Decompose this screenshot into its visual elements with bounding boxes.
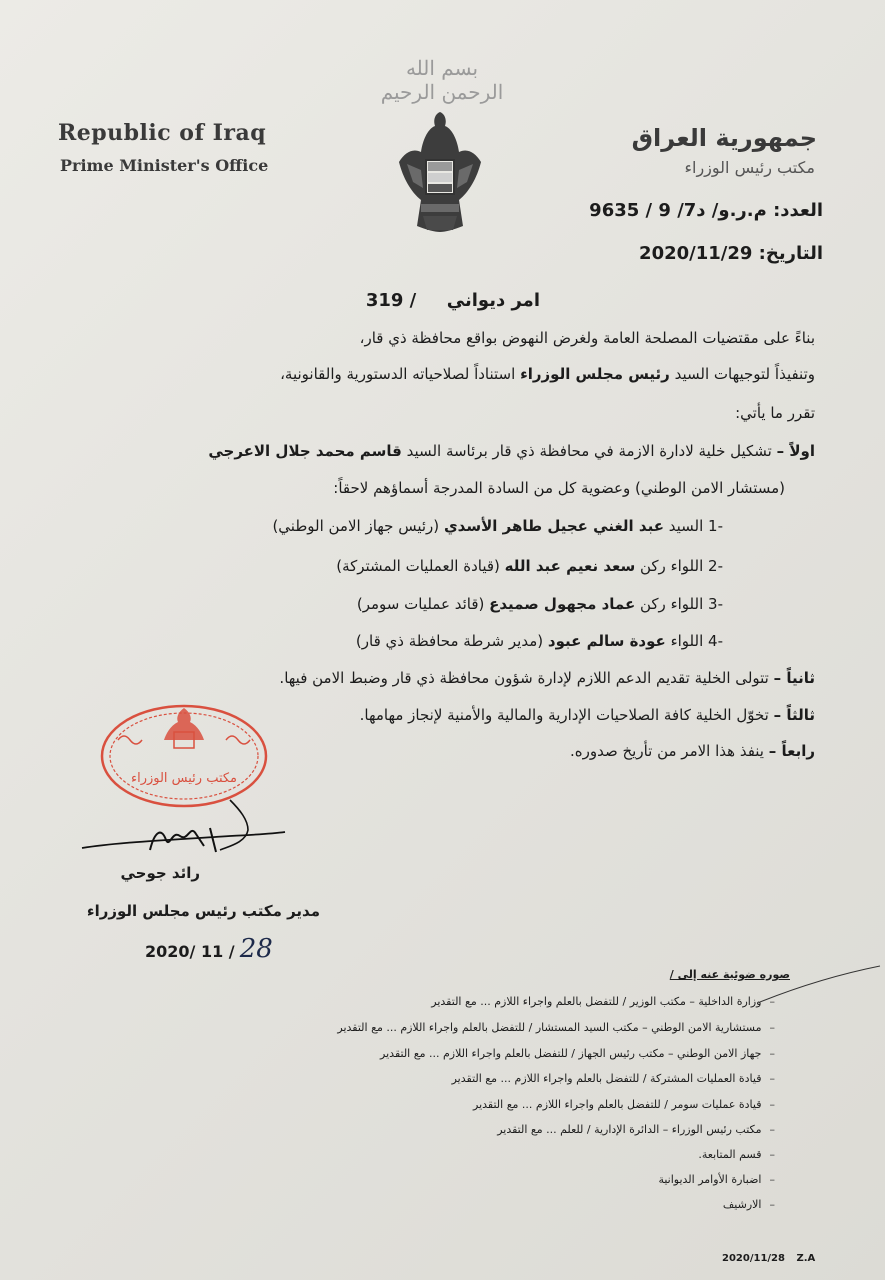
member-number: -4 (708, 632, 723, 650)
cc-item: –قيادة العمليات المشتركة / للتفضل بالعلم واجراء اللازم ... مع التقدير (451, 1072, 775, 1085)
member-item (272, 516, 723, 537)
footer-stamp (722, 1253, 815, 1264)
reference-number (589, 200, 823, 221)
clause-fourth-label: رابعاً – (768, 742, 815, 760)
cc-item: –قيادة عمليات سومر / للتفضل بالعلم واجراء اللازم ... مع التقدير (473, 1098, 775, 1111)
footer-initials: Z.A (796, 1253, 816, 1264)
prime-minister-title: رئيس مجلس الوزراء (520, 365, 670, 383)
member-item (336, 556, 723, 577)
cc-item-text: جهاز الامن الوطني – مكتب رئيس الجهاز / للتفضل بالعلم واجراء اللازم ... مع التقدير (380, 1047, 762, 1060)
clause-third-text: تخوّل الخلية كافة الصلاحيات الإدارية والمالية والأمنية لإنجاز مهامها. (359, 706, 769, 724)
clause-second (95, 668, 815, 689)
basmala-calligraphy: بسم الله الرحمن الرحيم (380, 56, 504, 104)
member-number: -3 (708, 595, 723, 613)
document-date (639, 243, 823, 264)
order-title-label: امر ديواني (446, 290, 540, 311)
reference-number-label: العدد: (773, 200, 823, 221)
cc-item: –مستشارية الامن الوطني – مكتب السيد المستشار / للتفضل بالعلم واجراء اللازم ... مع التقدير (337, 1021, 775, 1034)
order-title (366, 290, 540, 311)
cc-item-text: قسم المتابعة. (698, 1148, 762, 1161)
member-role: (رئيس جهاز الامن الوطني) (272, 517, 440, 535)
clause-third-label: ثالثاً – (773, 706, 815, 724)
reference-number-value: م.ر.و/ د7/ 9 / 9635 (589, 200, 767, 221)
member-prefix: السيد (668, 517, 704, 535)
signature-date (145, 934, 273, 964)
clause-first-continuation: (مستشار الامن الوطني) وعضوية كل من السادة المدرجة أسماؤهم لاحقاً: (333, 479, 785, 497)
member-prefix: اللواء ركن (640, 595, 704, 613)
clause-fourth-text: ينفذ هذا الامر من تأريخ صدوره. (569, 742, 764, 760)
cc-item: –مكتب رئيس الوزراء – الدائرة الإدارية / للعلم ... مع التقدير (497, 1123, 775, 1136)
member-number: -1 (708, 517, 723, 535)
signer-title: مدير مكتب رئيس مجلس الوزراء (86, 902, 320, 920)
paragraph-directive (55, 364, 815, 385)
member-role: (قائد عمليات سومر) (356, 595, 485, 613)
member-name: عبد الغني عجيل طاهر الأسدي (443, 517, 664, 535)
directive-text-start: وتنفيذاً لتوجيهات السيد (674, 365, 815, 383)
document-date-value: 2020/11/29 (639, 243, 753, 264)
member-name: سعد نعيم عبد الله (504, 557, 636, 575)
english-title: Republic of Iraq (58, 120, 267, 146)
cc-item-text: الارشيف (722, 1198, 762, 1211)
clause-second-label: ثانياً – (773, 669, 815, 687)
signer-name: رائد جوحي (120, 864, 200, 882)
cc-item-text: مكتب رئيس الوزراء – الدائرة الإدارية / للعلم ... مع التقدير (497, 1123, 762, 1136)
paragraph-preamble: بناءً على مقتضيات المصلحة العامة ولغرض النهوض بواقع محافظة ذي قار، (359, 329, 815, 347)
clause-first-text: تشكيل خلية لادارة الازمة في محافظة ذي قار برئاسة السيد (406, 442, 772, 460)
paragraph-decision: تقرر ما يأتي: (735, 404, 815, 422)
handwritten-signature (80, 790, 290, 870)
signature-date-handwritten: 28 (239, 934, 273, 964)
member-item (356, 631, 723, 652)
signature-date-printed: 2020/ 11 / (145, 942, 235, 961)
document-date-label: التاريخ: (758, 243, 823, 264)
committee-chair-name: قاسم محمد جلال الاعرجي (208, 442, 402, 460)
stamp-text: مكتب رئيس الوزراء (130, 771, 238, 786)
clause-second-text: تتولى الخلية تقديم الدعم اللازم لإدارة شؤون محافظة ذي قار وضبط الامن فيها. (279, 669, 769, 687)
member-item (357, 594, 723, 615)
cc-item-text: وزارة الداخلية – مكتب الوزير / للتفضل بالعلم واجراء اللازم ... مع التقدير (431, 995, 762, 1008)
member-role: (قيادة العمليات المشتركة) (336, 557, 500, 575)
arabic-subtitle: مكتب رئيس الوزراء (684, 158, 815, 177)
cc-item-text: اضبارة الأوامر الديوانية (658, 1173, 762, 1186)
cc-heading: صوره ضوئية عنه إلى / (669, 968, 790, 981)
iraq-eagle-emblem-icon (393, 108, 487, 236)
member-name: عودة سالم عبود (547, 632, 666, 650)
arabic-title: جمهورية العراق (631, 124, 817, 152)
cc-item: –قسم المتابعة. (698, 1148, 775, 1161)
directive-text-end: استناداً لصلاحياته الدستورية والقانونية، (280, 365, 516, 383)
footer-date: 2020/11/28 (722, 1253, 785, 1264)
cc-item-text: قيادة العمليات المشتركة / للتفضل بالعلم واجراء اللازم ... مع التقدير (451, 1072, 762, 1085)
cc-item: –وزارة الداخلية – مكتب الوزير / للتفضل بالعلم واجراء اللازم ... مع التقدير (431, 995, 775, 1008)
order-number: / 319 (365, 290, 417, 311)
cc-item-text: قيادة عمليات سومر / للتفضل بالعلم واجراء اللازم ... مع التقدير (473, 1098, 762, 1111)
member-prefix: اللواء ركن (640, 557, 704, 575)
cc-item-text: مستشارية الامن الوطني – مكتب السيد المستشار / للتفضل بالعلم واجراء اللازم ... مع التقدير (337, 1021, 762, 1034)
member-number: -2 (708, 557, 723, 575)
clause-first (55, 441, 815, 462)
english-subtitle: Prime Minister's Office (60, 156, 269, 175)
member-name: عماد مجهول صميدع (489, 595, 636, 613)
member-role: (مدير شرطة محافظة ذي قار) (355, 632, 544, 650)
cc-item: –جهاز الامن الوطني – مكتب رئيس الجهاز / للتفضل بالعلم واجراء اللازم ... مع التقدير (380, 1047, 775, 1060)
member-prefix: اللواء (670, 632, 704, 650)
cc-item: –اضبارة الأوامر الديوانية (658, 1173, 775, 1186)
cc-item: –الارشيف (722, 1198, 775, 1211)
clause-first-label: اولاً – (776, 442, 815, 460)
